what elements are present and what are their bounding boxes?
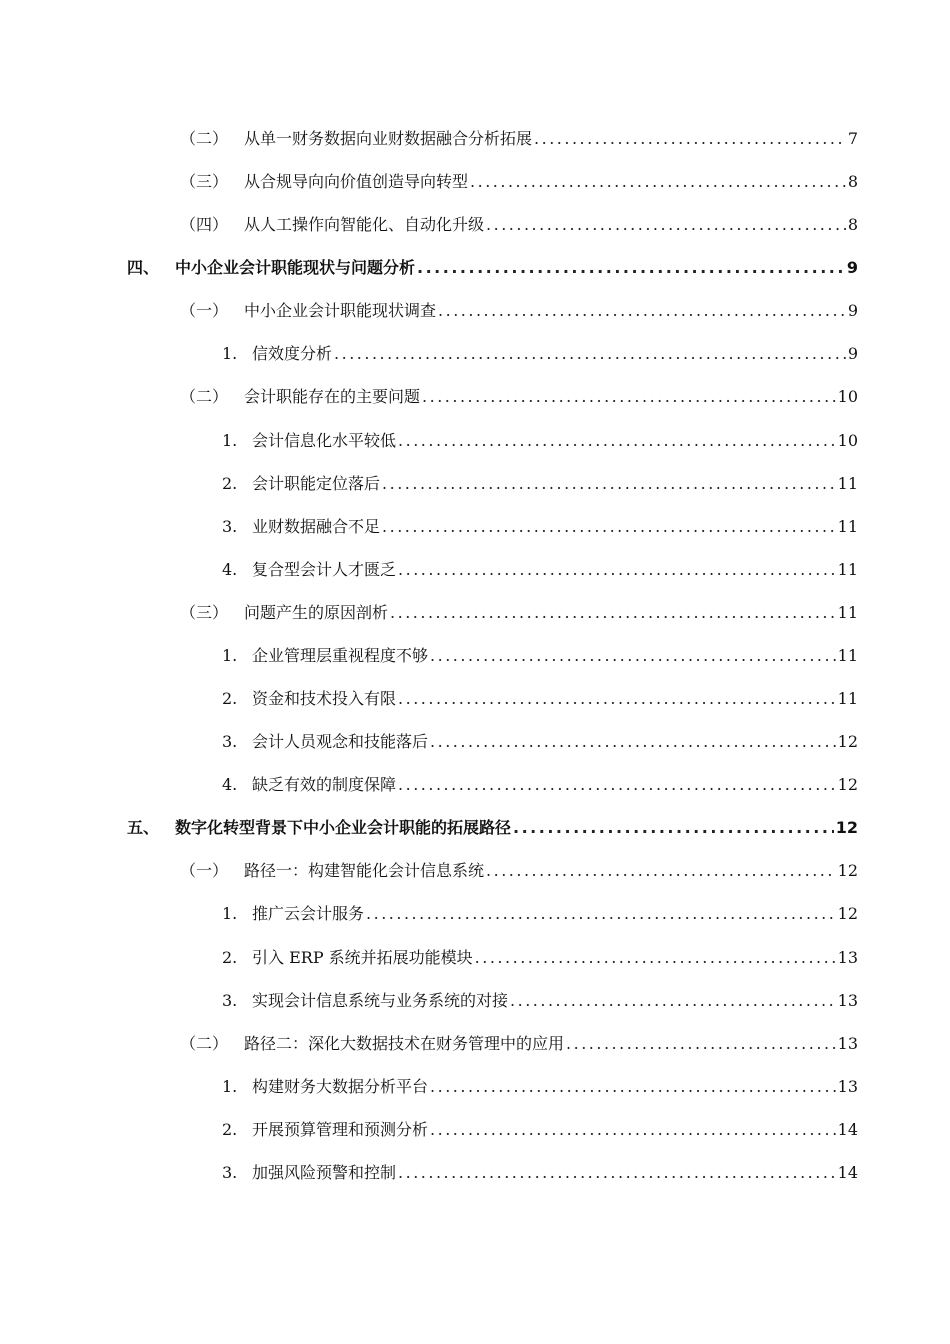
toc-entry-number: 五、 bbox=[127, 818, 160, 837]
toc-entry-page: 8 bbox=[847, 172, 858, 191]
toc-leader-dots bbox=[438, 300, 846, 322]
toc-entry-page: 11 bbox=[837, 646, 858, 665]
toc-entry[interactable] bbox=[0, 637, 858, 667]
toc-entry-page: 13 bbox=[837, 1034, 858, 1053]
toc-entry-title: 会计职能定位落后 bbox=[252, 474, 381, 493]
toc-entry-number: 2. bbox=[222, 1120, 238, 1139]
toc-entry-number: 2. bbox=[222, 689, 238, 708]
toc-entry[interactable] bbox=[0, 163, 858, 193]
toc-entry[interactable] bbox=[0, 206, 858, 236]
toc-entry-title: 资金和技术投入有限 bbox=[252, 689, 397, 708]
toc-entry[interactable] bbox=[0, 766, 858, 796]
toc-entry[interactable] bbox=[0, 465, 858, 495]
toc-entry-page: 13 bbox=[837, 948, 858, 967]
toc-entry-page: 12 bbox=[837, 904, 858, 923]
toc-leader-dots bbox=[430, 731, 836, 753]
toc-entry-page: 14 bbox=[837, 1163, 858, 1182]
toc-entry-number: （三） bbox=[180, 172, 229, 191]
toc-leader-dots bbox=[534, 128, 846, 150]
toc-entry-title: 路径二：深化大数据技术在财务管理中的应用 bbox=[244, 1034, 565, 1053]
toc-entry-page: 9 bbox=[847, 344, 858, 363]
toc-leader-dots bbox=[334, 343, 846, 365]
toc-entry-number: 3. bbox=[222, 732, 238, 751]
toc-leader-dots bbox=[430, 1076, 836, 1098]
toc-entry-number: 1. bbox=[222, 646, 238, 665]
toc-leader-dots bbox=[398, 559, 836, 581]
toc-leader-dots bbox=[470, 171, 846, 193]
toc-entry-page: 12 bbox=[837, 775, 858, 794]
toc-entry-title: 中小企业会计职能现状与问题分析 bbox=[175, 258, 416, 277]
toc-entry[interactable] bbox=[0, 939, 858, 969]
toc-entry-number: 3. bbox=[222, 517, 238, 536]
toc-entry-title: 开展预算管理和预测分析 bbox=[252, 1120, 429, 1139]
toc-entry-title: 引入 ERP 系统并拓展功能模块 bbox=[252, 948, 473, 967]
toc-entry-title: 业财数据融合不足 bbox=[252, 517, 381, 536]
toc-leader-dots bbox=[398, 774, 836, 796]
toc-entry-page: 12 bbox=[835, 818, 858, 837]
toc-entry-page: 10 bbox=[837, 431, 858, 450]
toc-entry[interactable] bbox=[0, 723, 858, 753]
toc-entry-page: 8 bbox=[847, 215, 858, 234]
toc-leader-dots bbox=[366, 903, 836, 925]
toc-entry-title: 从单一财务数据向业财数据融合分析拓展 bbox=[244, 129, 533, 148]
toc-entry-title: 问题产生的原因剖析 bbox=[244, 603, 389, 622]
toc-entry-number: 3. bbox=[222, 1163, 238, 1182]
toc-entry-title: 会计职能存在的主要问题 bbox=[244, 387, 421, 406]
toc-entry-number: （四） bbox=[180, 215, 229, 234]
toc-entry-title: 缺乏有效的制度保障 bbox=[252, 775, 397, 794]
toc-entry-page: 12 bbox=[837, 861, 858, 880]
toc-entry-number: 4. bbox=[222, 775, 238, 794]
toc-entry-title: 信效度分析 bbox=[252, 344, 333, 363]
toc-entry[interactable] bbox=[0, 378, 858, 408]
toc-leader-dots bbox=[382, 473, 836, 495]
toc-entry-page: 11 bbox=[837, 474, 858, 493]
toc-entry-title: 构建财务大数据分析平台 bbox=[252, 1077, 429, 1096]
toc-entry[interactable] bbox=[0, 852, 858, 882]
toc-entry-title: 推广云会计服务 bbox=[252, 904, 365, 923]
toc-entry-page: 11 bbox=[837, 560, 858, 579]
toc-entry-title: 中小企业会计职能现状调查 bbox=[244, 301, 437, 320]
toc-entry-page: 9 bbox=[846, 258, 858, 277]
toc-leader-dots bbox=[510, 990, 836, 1012]
toc-entry-number: 四、 bbox=[127, 258, 160, 277]
toc-entry-page: 9 bbox=[847, 301, 858, 320]
toc-entry-number: 3. bbox=[222, 991, 238, 1010]
toc-entry-number: 2. bbox=[222, 474, 238, 493]
toc-entry[interactable] bbox=[0, 594, 858, 624]
toc-entry-number: 1. bbox=[222, 904, 238, 923]
toc-leader-dots bbox=[430, 645, 836, 667]
toc-entry-page: 11 bbox=[837, 689, 858, 708]
toc-entry-title: 加强风险预警和控制 bbox=[252, 1163, 397, 1182]
toc-entry[interactable] bbox=[0, 335, 858, 365]
toc-entry[interactable] bbox=[0, 292, 858, 322]
toc-leader-dots bbox=[417, 257, 845, 279]
toc-leader-dots bbox=[430, 1119, 836, 1141]
toc-entry-title: 从人工操作向智能化、自动化升级 bbox=[244, 215, 485, 234]
toc-entry-page: 11 bbox=[837, 603, 858, 622]
toc-leader-dots bbox=[486, 860, 836, 882]
toc-entry-number: （三） bbox=[180, 603, 229, 622]
toc-entry-number: 1. bbox=[222, 431, 238, 450]
toc-leader-dots bbox=[398, 1162, 836, 1184]
toc-entry[interactable] bbox=[0, 895, 858, 925]
toc-entry-page: 12 bbox=[837, 732, 858, 751]
toc-entry[interactable] bbox=[0, 1154, 858, 1184]
toc-entry-title: 企业管理层重视程度不够 bbox=[252, 646, 429, 665]
toc-entry-number: （一） bbox=[180, 861, 229, 880]
toc-entry[interactable] bbox=[0, 120, 858, 150]
toc-entry-page: 13 bbox=[837, 991, 858, 1010]
toc-entry-page: 10 bbox=[837, 387, 858, 406]
toc-entry-title: 实现会计信息系统与业务系统的对接 bbox=[252, 991, 509, 1010]
toc-entry-number: 2. bbox=[222, 948, 238, 967]
toc-entry-title: 路径一：构建智能化会计信息系统 bbox=[244, 861, 485, 880]
toc-leader-dots bbox=[566, 1033, 836, 1055]
toc-entry[interactable] bbox=[0, 1111, 858, 1141]
toc-leader-dots bbox=[513, 817, 834, 839]
toc-entry-number: 1. bbox=[222, 344, 238, 363]
toc-entry-page: 7 bbox=[847, 129, 858, 148]
toc-entry-number: 1. bbox=[222, 1077, 238, 1096]
toc-entry[interactable] bbox=[0, 680, 858, 710]
toc-entry-number: （二） bbox=[180, 129, 229, 148]
toc-leader-dots bbox=[486, 214, 846, 236]
toc-entry-title: 会计信息化水平较低 bbox=[252, 431, 397, 450]
toc-leader-dots bbox=[398, 688, 836, 710]
toc-entry-title: 从合规导向向价值创造导向转型 bbox=[244, 172, 469, 191]
toc-entry[interactable] bbox=[0, 1068, 858, 1098]
toc-entry[interactable] bbox=[0, 809, 858, 839]
toc-entry-title: 复合型会计人才匮乏 bbox=[252, 560, 397, 579]
toc-leader-dots bbox=[422, 386, 836, 408]
toc-entry-number: 4. bbox=[222, 560, 238, 579]
toc-entry[interactable] bbox=[0, 982, 858, 1012]
toc-entry-number: （二） bbox=[180, 1034, 229, 1053]
toc-entry[interactable] bbox=[0, 551, 858, 581]
toc-entry-title: 数字化转型背景下中小企业会计职能的拓展路径 bbox=[175, 818, 512, 837]
toc-entry[interactable] bbox=[0, 508, 858, 538]
toc-entry-number: （二） bbox=[180, 387, 229, 406]
toc-entry-page: 11 bbox=[837, 517, 858, 536]
toc-entry[interactable] bbox=[0, 249, 858, 279]
toc-entry[interactable] bbox=[0, 422, 858, 452]
toc-entry[interactable] bbox=[0, 1025, 858, 1055]
toc-entry-page: 13 bbox=[837, 1077, 858, 1096]
toc-leader-dots bbox=[475, 947, 836, 969]
toc-entry-title: 会计人员观念和技能落后 bbox=[252, 732, 429, 751]
toc-leader-dots bbox=[382, 516, 836, 538]
toc-leader-dots bbox=[390, 602, 836, 624]
toc-entry-number: （一） bbox=[180, 301, 229, 320]
toc-entry-page: 14 bbox=[837, 1120, 858, 1139]
toc-leader-dots bbox=[398, 430, 836, 452]
